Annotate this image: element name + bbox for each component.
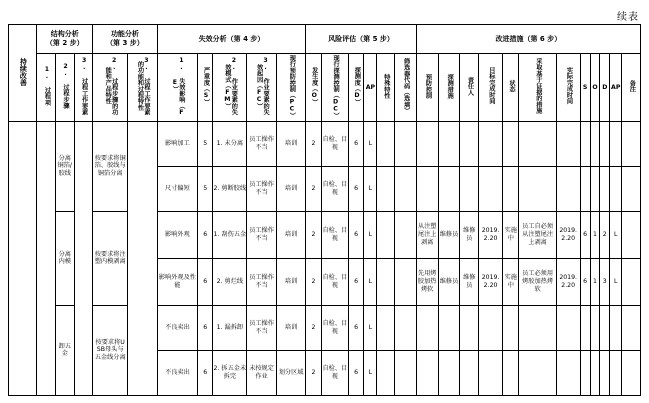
cell-target-date (479, 350, 503, 395)
cell-prevention-control: 培训 (276, 211, 306, 258)
cell-target-date (479, 166, 503, 211)
cell-remark (622, 166, 641, 211)
continued-label: 续表 (617, 12, 639, 23)
cell-actual-date (556, 305, 580, 350)
cell-failure-cause: 员工操作不当 (247, 211, 277, 258)
cell-actions-taken (519, 121, 556, 166)
cell-step-function: 按要求将注塑内模剥离 (93, 211, 128, 305)
cell-detection-action (438, 350, 460, 395)
cell-d (600, 166, 610, 211)
col-detection-control: 现行探测控制（DC） (321, 54, 348, 122)
fmea-table-wrapper (8, 24, 641, 396)
cell-failure-cause: 员工操作不当 (247, 258, 277, 305)
cell-failure-effect: 不良卖出 (157, 350, 197, 395)
cell-ap: L (364, 166, 377, 211)
col-target-date: 目标完成时间 (479, 54, 503, 122)
col-step-function: 2. 过程步骤的功能和产品特性 (93, 54, 128, 122)
cell-target-date (479, 121, 503, 166)
cell-s: 6 (580, 258, 590, 305)
cell-detection: 6 (349, 121, 364, 166)
cell-occurrence: 2 (306, 121, 321, 166)
cell-filter (394, 121, 416, 166)
cell-detection-action (438, 121, 460, 166)
cell-failure-mode: 1. 刮伤五金 (213, 211, 247, 258)
cell-failure-effect: 影响外观及性能 (157, 258, 197, 305)
header-group-history: 持续改善 (9, 25, 37, 122)
col-s: S (580, 54, 590, 122)
cell-process-item (37, 121, 56, 395)
cell-detection-control: 自检、目视 (321, 166, 348, 211)
cell-responsible (460, 305, 479, 350)
cell-severity: 6 (198, 305, 213, 350)
col-detection-action: 探测措施 (438, 54, 460, 122)
cell-d (600, 350, 610, 395)
cell-detection-control: 自检、目视 (321, 350, 348, 395)
cell-prevention-action (416, 305, 438, 350)
cell-actual-date: 2019. 2.20 (556, 258, 580, 305)
cell-failure-mode: 1. 漏拆卸 (213, 305, 247, 350)
cell-remark (622, 211, 641, 258)
col-prevention-control: 现行预防控制（PC） (276, 54, 306, 122)
col-failure-effect: 1. 失效影响（FE） (157, 54, 197, 122)
cell-work-element (74, 121, 93, 395)
table-body (9, 121, 641, 395)
col-actual-date: 实际完成时间 (556, 54, 580, 122)
col-filter-code: 筛选器代码（选填） (394, 54, 416, 122)
cell-o (590, 350, 600, 395)
header-group-improvement: 改进措施（第 6 步） (416, 25, 640, 54)
col-occurrence: 发生度（O） (306, 54, 321, 122)
cell-failure-effect: 影响加工 (157, 121, 197, 166)
col-element-function: 3. 过程工作要素的功能和过程特性 (128, 54, 158, 122)
header-column-row (9, 54, 641, 122)
cell-element-function (128, 121, 158, 395)
cell-actions-taken (519, 166, 556, 211)
cell-responsible: 维修员 (460, 211, 479, 258)
cell-status (503, 350, 519, 395)
cell-detection-control: 自检、目视 (321, 305, 348, 350)
cell-responsible (460, 350, 479, 395)
cell-step-function: 按要求将USB母头与五金线分离 (93, 305, 128, 395)
cell-ap: L (364, 305, 377, 350)
cell-prevention-control: 培训 (276, 258, 306, 305)
cell-actual-date (556, 121, 580, 166)
cell-s (580, 166, 590, 211)
cell-history (9, 121, 37, 395)
cell-prevention-control: 培训 (276, 166, 306, 211)
cell-responsible: 维修员 (460, 258, 479, 305)
cell-actual-date (556, 350, 580, 395)
cell-failure-mode: 2. 拆五金未拆完 (213, 350, 247, 395)
header-group-function: 功能分析 （第 3 步） (93, 25, 158, 54)
cell-detection: 6 (349, 166, 364, 211)
col-work-element: 3. 过程工作要素 (74, 54, 93, 122)
cell-target-date (479, 305, 503, 350)
col-special-characteristic: 特殊特性 (377, 54, 394, 122)
header-group-risk: 风险评估（第 5 步） (306, 25, 416, 54)
cell-actual-date: 2019. 2.20 (556, 211, 580, 258)
cell-remark (622, 305, 641, 350)
cell-filter (394, 166, 416, 211)
col-prevention-action: 预防控制 (416, 54, 438, 122)
cell-prevention-action (416, 166, 438, 211)
col-process-sub-step: 2. 过程步骤 (56, 54, 75, 122)
col-remark: 备注 (622, 54, 641, 122)
table-row (9, 305, 641, 350)
cell-detection-action (438, 305, 460, 350)
col-failure-cause: 3. 作业要素的失效起因（FC） (247, 54, 277, 122)
cell-d: 2 (600, 211, 610, 258)
cell-filter (394, 350, 416, 395)
cell-actions-taken: 员工自必须从注塑尾注上剥离 (519, 211, 556, 258)
cell-detection-action: 维修员 (438, 258, 460, 305)
cell-s (580, 350, 590, 395)
cell-status (503, 305, 519, 350)
cell-severity: 5 (198, 121, 213, 166)
col-process-item: 1. 过程项 (37, 54, 56, 122)
cell-status: 实施中 (503, 258, 519, 305)
col-o: O (590, 54, 600, 122)
cell-detection: 6 (349, 350, 364, 395)
cell-filter (394, 211, 416, 258)
cell-responsible (460, 121, 479, 166)
cell-status (503, 121, 519, 166)
cell-failure-effect: 不良卖出 (157, 305, 197, 350)
table-header (9, 25, 641, 122)
col-failure-mode: 2. 作业要素的失效模式（FM） (213, 54, 247, 122)
cell-o (590, 305, 600, 350)
cell-detection: 6 (349, 305, 364, 350)
cell-special (377, 350, 394, 395)
cell-detection-action (438, 166, 460, 211)
cell-severity: 6 (198, 211, 213, 258)
cell-status (503, 166, 519, 211)
cell-detection-control: 自检、目视 (321, 258, 348, 305)
cell-occurrence: 2 (306, 166, 321, 211)
cell-ap2 (610, 350, 622, 395)
cell-special (377, 166, 394, 211)
cell-detection-control: 自检、目视 (321, 211, 348, 258)
cell-detection-control: 自检、目视 (321, 121, 348, 166)
cell-detection-action: 维修员 (438, 211, 460, 258)
cell-failure-cause: 员工操作不当 (247, 166, 277, 211)
cell-ap2 (610, 166, 622, 211)
fmea-table (8, 24, 641, 396)
cell-ap: L (364, 211, 377, 258)
header-group-row (9, 25, 641, 54)
cell-prevention-action: 先用烤胶加热烤软 (416, 258, 438, 305)
cell-occurrence: 2 (306, 350, 321, 395)
cell-remark (622, 258, 641, 305)
cell-sub-step: 分离内模 (56, 211, 75, 305)
cell-failure-mode: 2. 剪烂线 (213, 258, 247, 305)
cell-prevention-action (416, 350, 438, 395)
cell-d (600, 305, 610, 350)
cell-ap: L (364, 258, 377, 305)
cell-actions-taken (519, 305, 556, 350)
cell-failure-effect: 影响外观 (157, 211, 197, 258)
col-d: D (600, 54, 610, 122)
cell-prevention-control: 划分区域 (276, 350, 306, 395)
cell-special (377, 305, 394, 350)
cell-s (580, 121, 590, 166)
cell-failure-effect: 尺寸偏短 (157, 166, 197, 211)
cell-severity: 6 (198, 350, 213, 395)
cell-responsible (460, 166, 479, 211)
cell-detection: 6 (349, 211, 364, 258)
cell-severity: 6 (198, 258, 213, 305)
cell-target-date: 2019. 2.20 (479, 211, 503, 258)
cell-ap2 (610, 305, 622, 350)
cell-o (590, 121, 600, 166)
cell-actual-date (556, 166, 580, 211)
table-row (9, 121, 641, 166)
cell-special (377, 211, 394, 258)
cell-status: 实施中 (503, 211, 519, 258)
header-group-failure: 失效分析（第 4 步） (157, 25, 306, 54)
cell-ap: L (364, 121, 377, 166)
cell-prevention-action: 从注塑尾注上剥离 (416, 211, 438, 258)
cell-target-date: 2019. 2.20 (479, 258, 503, 305)
cell-prevention-control: 培训 (276, 121, 306, 166)
cell-sub-step: 卸五金 (56, 305, 75, 395)
cell-failure-cause: 员工操作不当 (247, 305, 277, 350)
cell-detection: 6 (349, 258, 364, 305)
cell-failure-cause: 未按规定作业 (247, 350, 277, 395)
cell-failure-cause: 员工操作不当 (247, 121, 277, 166)
cell-prevention-control: 培训 (276, 305, 306, 350)
col-detection: 探测度（D） (349, 54, 364, 122)
cell-severity: 5 (198, 166, 213, 211)
cell-d (600, 121, 610, 166)
cell-actions-taken (519, 350, 556, 395)
cell-s: 6 (580, 211, 590, 258)
cell-filter (394, 258, 416, 305)
col-ap: AP (364, 54, 377, 122)
col-actions-taken: 采取基于证据的措施 (519, 54, 556, 122)
header-group-structure: 结构分析 （第 2 步） (37, 25, 93, 54)
col-severity: 严重度（S） (198, 54, 213, 122)
cell-special (377, 121, 394, 166)
cell-s (580, 305, 590, 350)
col-status: 状态 (503, 54, 519, 122)
cell-remark (622, 121, 641, 166)
cell-sub-step: 分离铜箔/胶线 (56, 121, 75, 211)
cell-d: 3 (600, 258, 610, 305)
cell-prevention-action (416, 121, 438, 166)
cell-occurrence: 2 (306, 211, 321, 258)
cell-failure-mode: 2. 剪断胶线 (213, 166, 247, 211)
cell-o (590, 166, 600, 211)
cell-failure-mode: 1. 未分离 (213, 121, 247, 166)
col-ap2: AP (610, 54, 622, 122)
col-responsible: 责任人 (460, 54, 479, 122)
cell-occurrence: 2 (306, 258, 321, 305)
cell-o: 1 (590, 258, 600, 305)
cell-remark (622, 350, 641, 395)
cell-special (377, 258, 394, 305)
cell-filter (394, 305, 416, 350)
table-row (9, 211, 641, 258)
cell-ap2 (610, 121, 622, 166)
cell-actions-taken: 员工必须用烤胶加热烤软 (519, 258, 556, 305)
cell-o: 1 (590, 211, 600, 258)
cell-occurrence: 2 (306, 305, 321, 350)
cell-step-function: 按要求将铜箔、胶线与铜箔分离 (93, 121, 128, 211)
cell-ap2: L (610, 211, 622, 258)
cell-ap2: L (610, 258, 622, 305)
cell-ap: L (364, 350, 377, 395)
